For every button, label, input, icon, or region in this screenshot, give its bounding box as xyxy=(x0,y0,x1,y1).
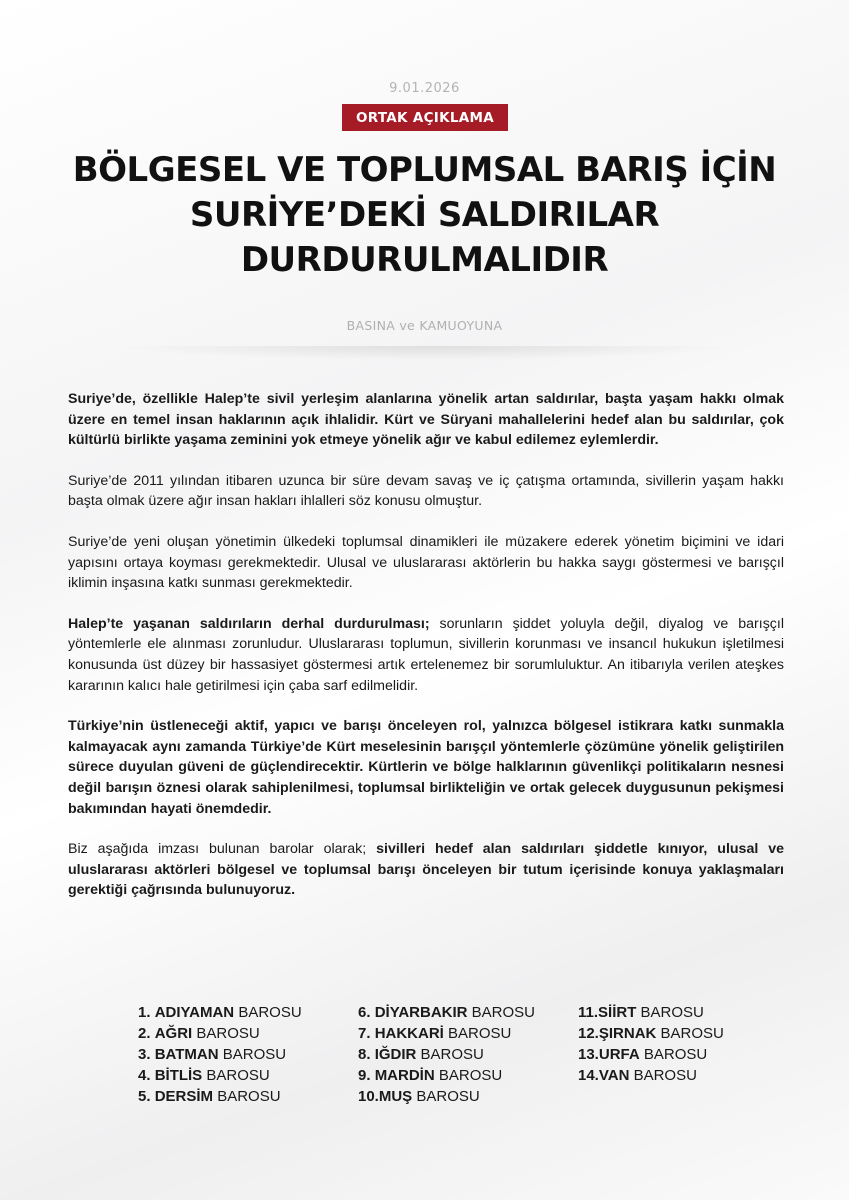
signatory-item: 3. BATMAN BAROSU xyxy=(138,1046,287,1063)
signatory-item: 9. MARDİN BAROSU xyxy=(358,1067,503,1084)
signatory-item: 7. HAKKARİ BAROSU xyxy=(358,1025,512,1042)
signatory-item: 10.MUŞ BAROSU xyxy=(358,1088,480,1105)
title-line: SURİYE’DEKİ SALDIRILAR xyxy=(189,195,660,235)
signatory-item: 8. IĞDIR BAROSU xyxy=(358,1046,484,1063)
signatory-item: 6. DİYARBAKIR BAROSU xyxy=(358,1004,536,1021)
paragraph-2: Suriye’de 2011 yılından itibaren uzunca bir süre devam savaş ve iç çatışma ortamında, sivillerin yaşam hakkı başta olmak üzere ağır insan hakları ihlalleri söz konusu olmuştur. xyxy=(68,472,784,510)
signatory-item: 11.SİİRT BAROSU xyxy=(578,1004,704,1021)
paragraph-4: Halep’te yaşanan saldırıların derhal durdurulması; sorunların şiddet yoluyla değil, diyalog ve barışçıl yöntemlerle ele alınması zorunludur. Uluslararası toplumun, sivillerin korunması ve insancıl hukukun işletilmesi konusunda üst düzey bir hassasiyet göstermesi artık ertelenemez bir sorumluluktur. An itibarıyla verilen ateşkes kararının kalıcı hale getirilmesi için çaba sarf edilmelidir. xyxy=(68,615,784,694)
paragraph-5: Türkiye’nin üstleneceği aktif, yapıcı ve barışı önceleyen rol, yalnızca bölgesel istikrara katkı sunmakla kalmayacak aynı zamanda Türkiye’de Kürt meselesinin barışçıl yöntemlerle çözümüne yönelik geliştirilen sürece duyulan güveni de güçlendirecektir. Kürtlerin ve bölge halklarının güvenlikçi politikaların nesnesi değil barışın öznesi olarak sahiplenilmesi, toplumsal birlikteliğin ve ortak gelecek duygusunun pekişmesi bakımından hayati önemdedir. xyxy=(68,718,784,817)
signatory-item: 2. AĞRI BAROSU xyxy=(138,1025,260,1042)
statement-body xyxy=(68,389,784,921)
joint-statement-badge: ORTAK AÇIKLAMA xyxy=(342,104,508,131)
paragraph-6: Biz aşağıda imzası bulunan barolar olarak; sivilleri hedef alan saldırıları şiddetle kınıyor, ulusal ve uluslararası aktörleri bölgesel ve toplumsal barışı önceleyen bir tutum içerisinde konuya yaklaşmaları gerektiği çağrısında bulunuyoruz. xyxy=(68,841,785,899)
signatory-item: 5. DERSİM BAROSU xyxy=(138,1088,281,1105)
shadow-divider xyxy=(110,346,740,360)
signatory-item: 13.URFA BAROSU xyxy=(578,1046,708,1063)
paragraph-3: Suriye’de yeni oluşan yönetimin ülkedeki toplumsal dinamikleri ile müzakere ederek yönetim biçimini ve idari yapısını ortaya koyması gerekmektedir. Ulusal ve uluslararası aktörlerin bu hakka saygı göstermesi ve barışçıl iklimin inşasına katkı sunması gerekmektedir. xyxy=(68,533,784,592)
signatories-column-3 xyxy=(578,1002,724,1086)
title-line: DURDURULMALIDIR xyxy=(240,240,609,280)
signatory-item: 1. ADIYAMAN BAROSU xyxy=(138,1004,302,1021)
signatory-item: 14.VAN BAROSU xyxy=(578,1067,697,1084)
signatories-list xyxy=(138,1002,798,1112)
signatory-item: 12.ŞIRNAK BAROSU xyxy=(578,1025,724,1042)
signatories-column-2 xyxy=(358,1002,535,1107)
signatories-column-1 xyxy=(138,1002,302,1107)
title-line: BÖLGESEL VE TOPLUMSAL BARIŞ İÇİN xyxy=(72,150,777,190)
statement-date: 9.01.2026 xyxy=(389,81,460,96)
audience-subtitle: BASINA ve KAMUOYUNA xyxy=(346,318,503,333)
signatory-item: 4. BİTLİS BAROSU xyxy=(138,1067,270,1084)
page-title xyxy=(30,148,819,283)
paragraph-1: Suriye’de, özellikle Halep’te sivil yerleşim alanlarına yönelik artan saldırılar, başta yaşam hakkı olmak üzere en temel insan haklarının açık ihlalidir. Kürt ve Süryani mahallelerini hedef alan bu saldırılar, çok kültürlü birlikte yaşama zeminini yok etmeye yönelik ağır ve kabul edilemez eylemlerdir. xyxy=(68,391,784,449)
